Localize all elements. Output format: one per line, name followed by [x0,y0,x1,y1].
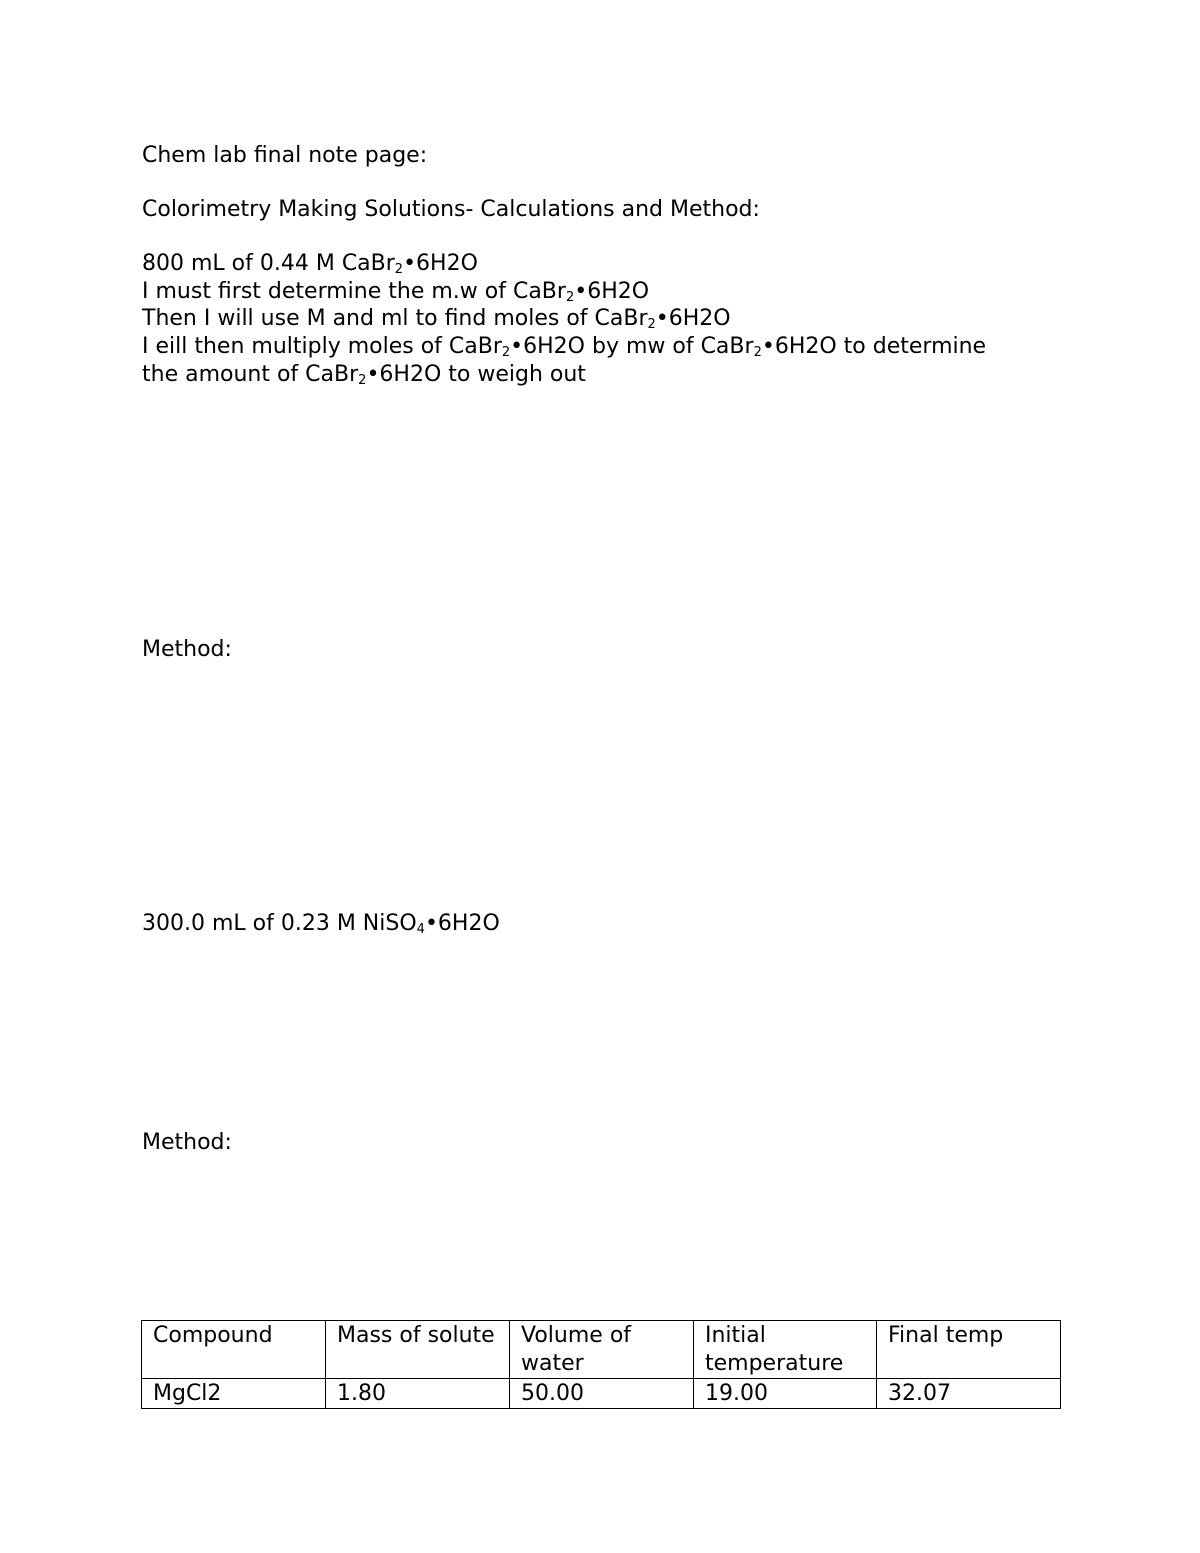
table-header-cell: Mass of solute [326,1321,510,1379]
method-label-2: Method: [142,1130,232,1155]
table-cell: 50.00 [510,1379,694,1409]
section-heading: Colorimetry Making Solutions- Calculations and Method: [142,197,760,222]
text: •6H2O to weigh out [366,362,586,387]
results-table [141,1320,1061,1409]
text: I eill then multiply moles of CaBr [142,334,502,359]
text: •6H2O [574,279,650,304]
table-cell: 19.00 [694,1379,877,1409]
text: the amount of CaBr [142,362,359,387]
text: •6H2O [403,251,478,276]
subscript: 2 [647,317,656,332]
subscript: 2 [394,262,404,277]
method-label-1: Method: [142,637,232,662]
page-title: Chem lab final note page: [142,143,428,168]
text: •6H2O [424,911,500,936]
text: I must first determine the m.w of CaBr [142,279,566,304]
solution1-step-2 [142,305,731,333]
text: Then I will use M and ml to find moles of CaBr [142,306,648,331]
table-cell: MgCl2 [142,1379,326,1409]
subscript: 2 [565,290,575,305]
text: 800 mL of 0.44 M CaBr [142,251,395,276]
table-header-cell: Volume of water [510,1321,694,1379]
table-header-cell: Initial temperature [694,1321,877,1379]
solution1-step-1 [142,278,649,306]
solution1-header [142,250,478,278]
table-header-cell: Final temp [877,1321,1061,1379]
text: •6H2O to determine [761,334,987,359]
text: •6H2O by mw of CaBr [510,334,754,359]
subscript: 4 [416,922,425,937]
text: •6H2O [655,306,731,331]
solution2-header [142,910,500,938]
subscript: 2 [753,345,762,360]
table-header-cell: Compound [142,1321,326,1379]
subscript: 2 [358,373,367,388]
table-cell: 32.07 [877,1379,1061,1409]
solution1-step-3 [142,333,986,361]
table-header-row [142,1321,1061,1379]
table-row [142,1379,1061,1409]
text: 300.0 mL of 0.23 M NiSO [142,911,417,936]
table-cell: 1.80 [326,1379,510,1409]
subscript: 2 [501,345,511,360]
solution1-step-4 [142,361,586,389]
